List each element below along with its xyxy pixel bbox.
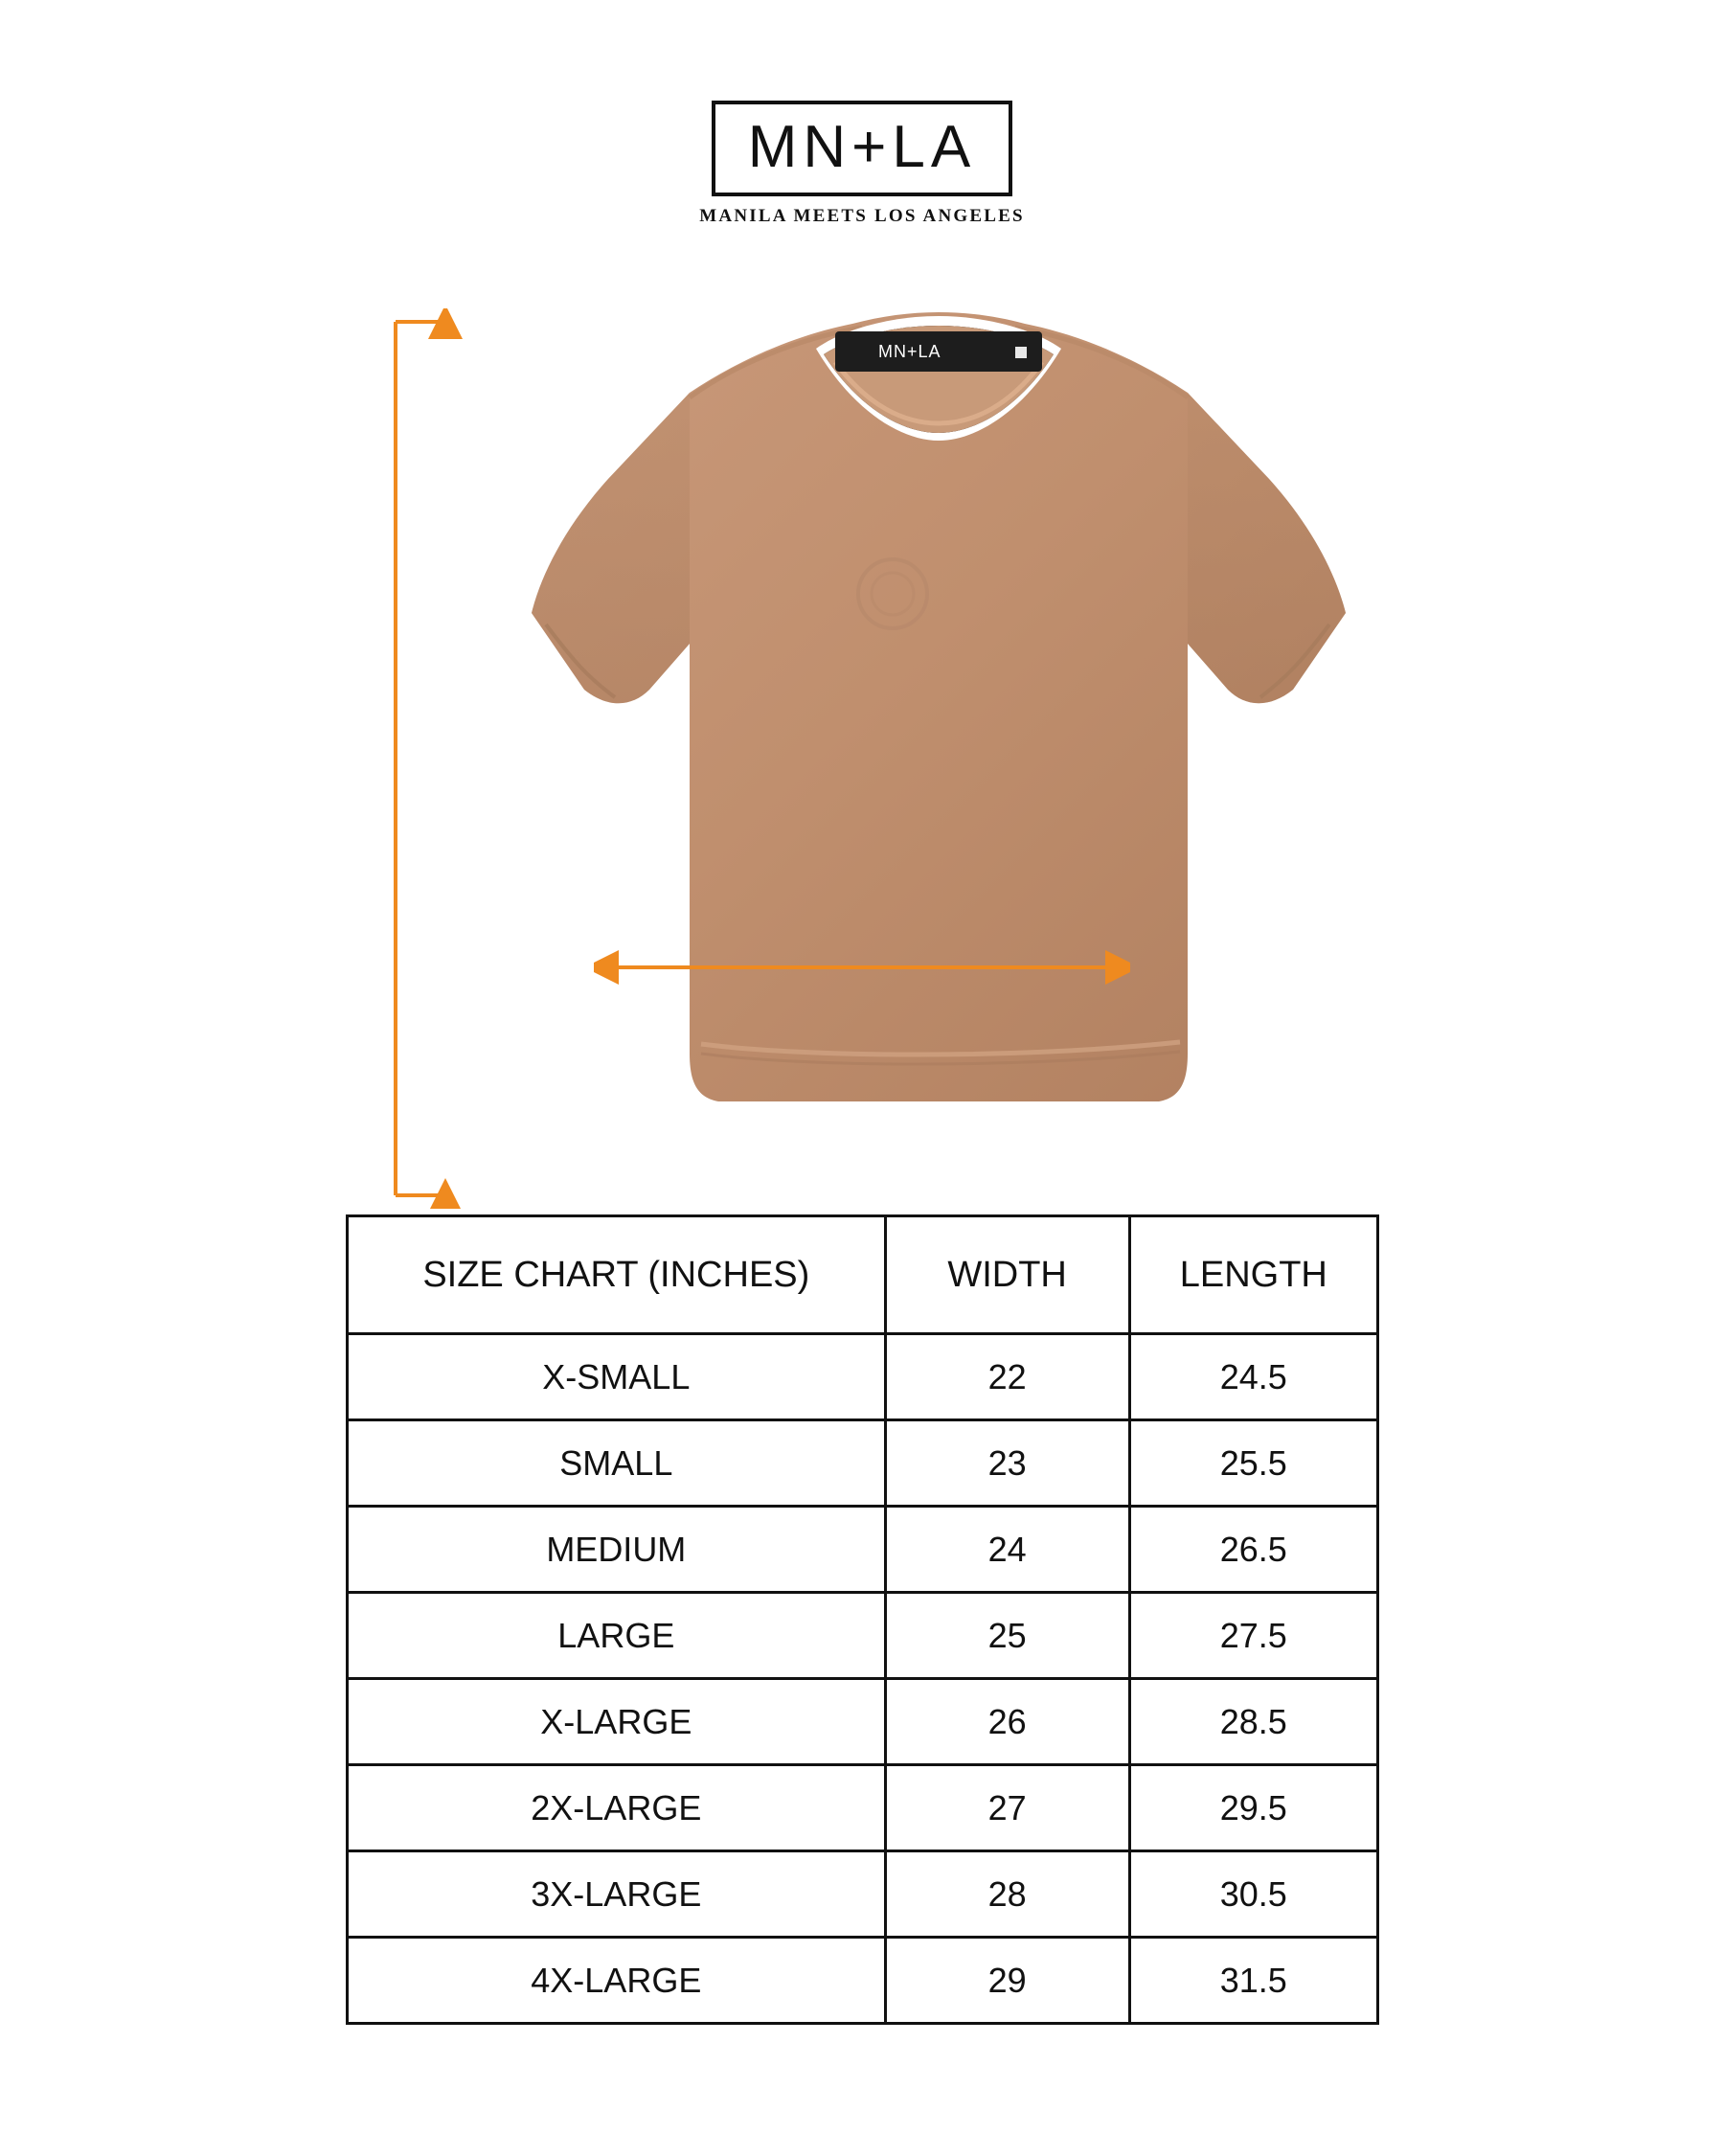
logo-frame	[712, 101, 1012, 196]
logo-wordmark: MN+LA	[747, 114, 977, 180]
size-label: 4X-LARGE	[348, 1938, 886, 2024]
size-length: 25.5	[1129, 1420, 1377, 1507]
table-row	[348, 1593, 1378, 1679]
table-row	[348, 1851, 1378, 1938]
size-label: LARGE	[348, 1593, 886, 1679]
size-width: 25	[885, 1593, 1129, 1679]
size-length: 29.5	[1129, 1765, 1377, 1851]
size-label: 3X-LARGE	[348, 1851, 886, 1938]
table-header-row	[348, 1216, 1378, 1334]
column-header-width: WIDTH	[885, 1216, 1129, 1334]
size-width: 24	[885, 1507, 1129, 1593]
table-row	[348, 1334, 1378, 1420]
size-width: 22	[885, 1334, 1129, 1420]
size-length: 28.5	[1129, 1679, 1377, 1765]
width-measurement-arrow	[594, 948, 1130, 987]
size-length: 24.5	[1129, 1334, 1377, 1420]
size-length: 30.5	[1129, 1851, 1377, 1938]
size-label: X-SMALL	[348, 1334, 886, 1420]
tshirt-graphic	[402, 287, 1370, 1207]
brand-logo-block	[0, 101, 1724, 227]
size-width: 27	[885, 1765, 1129, 1851]
size-label: SMALL	[348, 1420, 886, 1507]
table-row	[348, 1420, 1378, 1507]
size-length: 26.5	[1129, 1507, 1377, 1593]
column-header-size: SIZE CHART (INCHES)	[348, 1216, 886, 1334]
size-width: 26	[885, 1679, 1129, 1765]
size-width: 29	[885, 1938, 1129, 2024]
svg-text:MN+LA: MN+LA	[878, 342, 941, 361]
table-row	[348, 1507, 1378, 1593]
size-chart-table	[346, 1214, 1379, 2025]
size-length: 27.5	[1129, 1593, 1377, 1679]
column-header-length: LENGTH	[1129, 1216, 1377, 1334]
size-width: 28	[885, 1851, 1129, 1938]
size-label: 2X-LARGE	[348, 1765, 886, 1851]
size-label: X-LARGE	[348, 1679, 886, 1765]
size-length: 31.5	[1129, 1938, 1377, 2024]
table-row	[348, 1765, 1378, 1851]
garment-illustration	[0, 287, 1724, 1207]
size-chart-container	[346, 1214, 1379, 2025]
table-row	[348, 1938, 1378, 2024]
size-width: 23	[885, 1420, 1129, 1507]
brand-tagline: MANILA MEETS LOS ANGELES	[699, 206, 1025, 226]
size-label: MEDIUM	[348, 1507, 886, 1593]
table-row	[348, 1679, 1378, 1765]
